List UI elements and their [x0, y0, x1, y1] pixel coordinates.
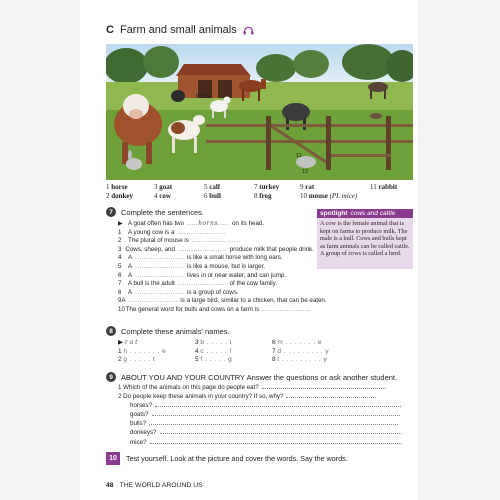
- exercise-8-row: [118, 339, 349, 348]
- vocab-item-donkey: [106, 192, 133, 200]
- section-letter: C: [106, 24, 114, 36]
- vocab-number: 11: [370, 183, 379, 191]
- item-number: 4: [118, 254, 122, 262]
- animal-name-item[interactable]: [272, 356, 349, 365]
- sub-question: [118, 419, 418, 428]
- animal-name-item[interactable]: [195, 356, 272, 365]
- example-arrow-icon: ▶: [118, 221, 123, 227]
- item-number: 6: [118, 271, 122, 279]
- exercise-7-heading: [106, 207, 204, 217]
- handwritten-answer: horns: [198, 220, 218, 227]
- vocab-number: 5: [204, 183, 210, 191]
- animal-name-item: [118, 339, 195, 348]
- question-line: [118, 383, 418, 392]
- item-number: 1: [118, 228, 122, 236]
- sub-question-text: mice?: [130, 438, 147, 446]
- item-number: 5: [118, 262, 122, 270]
- animal-name-item[interactable]: [118, 356, 195, 365]
- vocab-word: calf: [209, 183, 221, 191]
- exercise-9-instruction: ABOUT YOU AND YOUR COUNTRY Answer the questions or ask another student.: [121, 372, 398, 382]
- exercise-7-item: [118, 220, 314, 229]
- vocab-word: cow: [159, 192, 171, 200]
- section-title: Farm and small animals: [119, 24, 237, 36]
- letter-pattern: h . . . . . . . e: [123, 347, 167, 355]
- horns-label: horns: [196, 94, 212, 100]
- vocab-word: donkey: [111, 192, 134, 200]
- letter-pattern: f . . . . . g: [200, 356, 233, 363]
- item-text-before: The general word for bulls and cows on a farm is: [125, 305, 260, 313]
- letter-pattern: b . . . . . l: [200, 339, 232, 346]
- animal-name-item[interactable]: [272, 339, 349, 348]
- exercise-10-number: 10: [106, 452, 120, 465]
- item-number: 3: [195, 339, 201, 346]
- vocab-number: 2: [106, 192, 112, 200]
- vocab-number: 7: [254, 183, 260, 191]
- vocab-note: (PL mice): [327, 192, 358, 200]
- rat: [370, 113, 382, 119]
- exercise-7-item: [118, 272, 314, 281]
- letter-pattern: c . . . . . f: [200, 347, 232, 355]
- sub-question-text: bulls?: [130, 420, 147, 428]
- item-number: 9: [118, 297, 122, 305]
- answer-blank[interactable]: .....horns.....: [187, 220, 230, 227]
- item-text-after: of the cow family.: [229, 280, 277, 288]
- item-number: 5: [195, 356, 201, 363]
- answer-blank[interactable]: ......................: [135, 271, 184, 279]
- animal-name-item[interactable]: [195, 348, 272, 357]
- item-number: 2: [118, 393, 124, 401]
- item-text-after: produce milk that people drink.: [229, 245, 314, 253]
- item-number: 7: [118, 280, 122, 288]
- item-text-after: is like a small horse with long ears.: [186, 254, 283, 262]
- exercise-8-heading: [106, 326, 230, 336]
- exercise-10: [106, 452, 348, 465]
- vocab-item-rabbit: [370, 183, 397, 191]
- farm-scene-illustration: [106, 44, 413, 180]
- letter-pattern: t . . . . . . . . . y: [277, 356, 328, 363]
- exercise-8-instruction: Complete these animals' names.: [121, 326, 230, 336]
- right-gutter: [418, 0, 500, 500]
- vocab-number: 8: [254, 192, 260, 200]
- exercise-7-item: [118, 237, 314, 246]
- exercise-8-number: 8: [106, 326, 116, 336]
- exercise-7-instruction: Complete the sentences.: [121, 207, 204, 217]
- item-text-before: A young cow is a: [128, 228, 175, 236]
- item-number: 2: [118, 237, 122, 245]
- sub-question: [118, 438, 418, 447]
- answer-blank[interactable]: ......................: [177, 245, 227, 253]
- sub-question: [118, 410, 418, 419]
- section-heading: [106, 24, 254, 36]
- item-number: 7: [272, 347, 278, 355]
- page-footer: [106, 482, 203, 489]
- item-number: 1: [118, 347, 124, 355]
- sub-question-text: goats?: [130, 411, 149, 419]
- question-text: Which of the animals on this page do people eat?: [123, 384, 259, 391]
- vocab-item-bull: [204, 192, 221, 200]
- vocab-number: 9: [300, 183, 306, 191]
- answer-line[interactable]: [160, 428, 402, 434]
- spotlight-text: A cow is the female animal that is kept on farms to produce milk. The male is a bull. Cows and bulls kept as farm animals can be called cattle. A group of cows is called a herd.: [320, 220, 410, 258]
- vocab-word: goat: [159, 183, 173, 191]
- answer-line[interactable]: [152, 410, 401, 416]
- question-line: [118, 392, 418, 401]
- vocab-item-mouse: [300, 192, 357, 200]
- vocab-row: [106, 192, 416, 201]
- vocab-item-horse: [106, 183, 128, 191]
- item-number: 8: [118, 288, 122, 296]
- number-11-label: 11: [296, 153, 302, 159]
- item-text-before: A: [121, 297, 126, 305]
- exercise-7-item: [118, 254, 314, 263]
- item-number: 4: [195, 347, 201, 355]
- page-number: 48: [106, 482, 114, 489]
- exercise-8-row: [118, 348, 349, 357]
- exercise-9-number: 9: [106, 372, 116, 382]
- sub-question: [118, 401, 418, 410]
- answer-blank[interactable]: ......................: [135, 254, 184, 262]
- vocab-item-cow: [154, 192, 171, 200]
- answer-line[interactable]: [150, 438, 402, 444]
- headphones-icon[interactable]: [243, 26, 254, 35]
- exercise-7-item: [118, 289, 314, 298]
- letter-pattern: r a t: [124, 339, 138, 346]
- vocab-number: 10: [300, 192, 309, 200]
- vocab-number: 6: [204, 192, 210, 200]
- item-text-before: A: [128, 271, 133, 279]
- exercise-7-item: [118, 229, 314, 238]
- animal-name-item[interactable]: [272, 348, 349, 357]
- vocab-word: mouse: [308, 192, 328, 200]
- item-text-after: lives in or near water, and can jump.: [186, 271, 287, 279]
- answer-blank[interactable]: ......................: [262, 305, 311, 313]
- item-number: 8: [272, 356, 278, 363]
- exercise-7-list: [118, 220, 327, 315]
- spotlight-topic: cows and cattle: [350, 210, 396, 217]
- item-text-before: A goat often has two: [128, 220, 185, 227]
- exercise-7-item: [118, 246, 314, 255]
- exercise-7-item: [118, 263, 314, 272]
- sub-question-text: horses?: [130, 402, 153, 410]
- exercise-9-heading: [106, 372, 397, 382]
- spotlight-box: [317, 209, 413, 269]
- spotlight-label: spotlight: [320, 210, 348, 217]
- item-number: 1: [118, 384, 124, 391]
- example-arrow-icon: ▶: [118, 339, 125, 346]
- letter-pattern: d . . . . . . . . . y: [277, 347, 330, 355]
- item-number: 6: [272, 339, 278, 346]
- exercise-7-item: [118, 306, 314, 315]
- animal-name-item[interactable]: [195, 339, 272, 348]
- exercise-7-item: [118, 280, 314, 289]
- sub-question: [118, 428, 418, 437]
- answer-line[interactable]: [286, 392, 376, 398]
- unit-title: THE WORLD AROUND US: [119, 482, 203, 489]
- answer-blank[interactable]: ......................: [191, 237, 241, 245]
- turkey: [171, 90, 185, 102]
- answer-line[interactable]: [262, 383, 386, 389]
- vocab-item-calf: [204, 183, 220, 191]
- spotlight-header: [317, 209, 413, 218]
- item-text-before: A bull is the adult: [128, 280, 175, 288]
- answer-blank[interactable]: ......................: [177, 228, 227, 236]
- item-number: 10: [118, 305, 125, 313]
- vocab-number: 4: [154, 192, 160, 200]
- vocab-number: 1: [106, 183, 112, 191]
- letter-pattern: m . . . . . . . e: [277, 339, 323, 346]
- vocab-word: turkey: [259, 183, 280, 191]
- answer-blank[interactable]: ......................: [177, 280, 227, 288]
- vocabulary-legend: [106, 183, 416, 201]
- item-text-after: is like a mouse, but is larger.: [186, 262, 266, 270]
- answer-line[interactable]: [155, 401, 401, 407]
- vocab-word: bull: [209, 192, 221, 200]
- exercise-8-grid: [118, 339, 349, 365]
- vocab-word: horse: [111, 183, 128, 191]
- letter-pattern: g . . . . . t: [123, 356, 156, 363]
- barn: [176, 64, 251, 98]
- vocab-item-turkey: [254, 183, 279, 191]
- item-text-before: A: [128, 254, 133, 262]
- answer-blank[interactable]: ......................: [128, 297, 178, 305]
- item-text-before: A: [128, 262, 133, 270]
- item-number: 2: [118, 356, 124, 363]
- exercise-7-number: 7: [106, 207, 116, 217]
- vocab-word: rat: [305, 183, 315, 191]
- answer-line[interactable]: [149, 419, 398, 425]
- item-number: 3: [118, 245, 122, 253]
- vocab-item-goat: [154, 183, 172, 191]
- item-text-before: A: [128, 288, 133, 296]
- number-10-label: 10: [302, 169, 309, 175]
- animal-name-item[interactable]: [118, 348, 195, 357]
- answer-blank[interactable]: ......................: [135, 288, 184, 296]
- vocab-number: 3: [154, 183, 160, 191]
- exercise-9-questions: [118, 383, 418, 447]
- sub-question-text: donkeys?: [130, 429, 157, 437]
- item-text-after: is a large bird, similar to a chicken, that can be eaten.: [180, 297, 327, 305]
- item-text-after: on its head.: [232, 220, 265, 227]
- item-text-before: Cows, sheep, and: [125, 245, 175, 253]
- answer-blank[interactable]: ......................: [135, 262, 184, 270]
- item-text-after: is a group of cows.: [186, 288, 239, 296]
- exercise-8-row: [118, 356, 349, 365]
- vocab-row: [106, 183, 416, 192]
- exercise-10-instruction: Test yourself. Look at the picture and cover the words. Say the words.: [126, 454, 348, 463]
- vocab-word: frog: [259, 192, 272, 200]
- item-text-before: The plural of mouse is: [128, 237, 189, 245]
- vocab-item-frog: [254, 192, 272, 200]
- left-gutter: [0, 0, 80, 500]
- vocab-item-rat: [300, 183, 314, 191]
- question-text: Do people keep these animals in your country? If so, why?: [123, 393, 284, 401]
- vocab-word: rabbit: [378, 183, 398, 191]
- exercise-7-item: [118, 297, 327, 306]
